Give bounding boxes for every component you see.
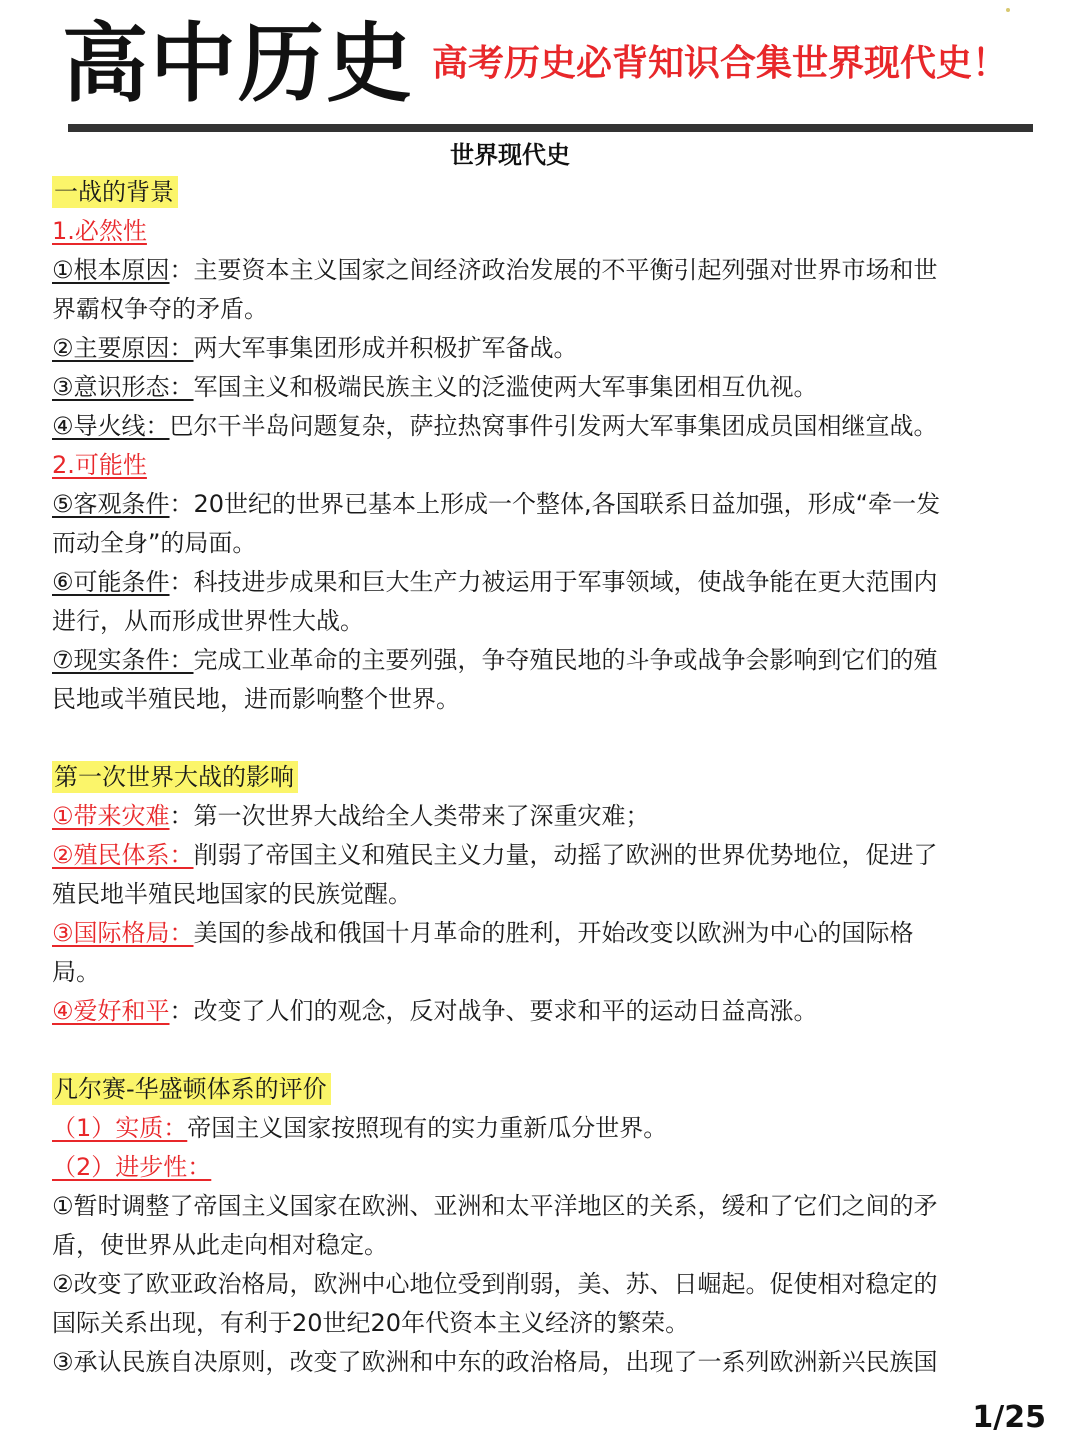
item-text: 削弱了帝国主义和殖民主义力量，动摇了欧洲的世界优势地位，促进了 bbox=[193, 841, 938, 869]
item-text: 20世纪的世界已基本上形成一个整体,各国联系日益加强，形成“牵一发 bbox=[193, 490, 941, 518]
list-item-continuation: 进行，从而形成世界性大战。 bbox=[52, 607, 364, 635]
item-text: 科技进步成果和巨大生产力被运用于军事领域，使战争能在更大范围内 bbox=[193, 568, 938, 596]
item-text: 完成工业革命的主要列强，争夺殖民地的斗争或战争会影响到它们的殖 bbox=[193, 646, 938, 674]
list-item: ⑤客观条件：20世纪的世界已基本上形成一个整体,各国联系日益加强，形成“牵一发 bbox=[52, 490, 941, 518]
item-text: 主要资本主义国家之间经济政治发展的不平衡引起列强对世界市场和世 bbox=[193, 256, 938, 284]
list-item bbox=[52, 368, 1037, 407]
subheading bbox=[52, 1109, 1037, 1148]
list-item-continuation: 局。 bbox=[52, 958, 100, 986]
subheading bbox=[52, 1148, 1037, 1187]
list-item: ②改变了欧亚政治格局，欧洲中心地位受到削弱，美、苏、日崛起。促使相对稳定的 bbox=[52, 1270, 938, 1298]
section-heading bbox=[52, 758, 1037, 797]
list-item bbox=[52, 914, 1037, 953]
item-label: ②殖民体系： bbox=[52, 841, 194, 869]
item-label: ⑥可能条件 bbox=[52, 568, 170, 596]
item-text: 帝国主义国家按照现有的实力重新瓜分世界。 bbox=[187, 1114, 668, 1142]
spacer bbox=[52, 1031, 1037, 1070]
subheading bbox=[52, 212, 1037, 251]
document-body bbox=[52, 173, 1037, 1382]
list-item: ①根本原因：主要资本主义国家之间经济政治发展的不平衡引起列强对世界市场和世 bbox=[52, 256, 938, 284]
list-item bbox=[52, 329, 1037, 368]
list-item-continuation: 殖民地半殖民地国家的民族觉醒。 bbox=[52, 880, 412, 908]
list-item: ①暂时调整了帝国主义国家在欧洲、亚洲和太平洋地区的关系，缓和了它们之间的矛 bbox=[52, 1192, 938, 1220]
item-label: ①带来灾难 bbox=[52, 802, 170, 830]
list-item-continuation: 民地或半殖民地，进而影响整个世界。 bbox=[52, 685, 460, 713]
item-text: 第一次世界大战给全人类带来了深重灾难； bbox=[193, 802, 650, 830]
item-label: ⑤客观条件 bbox=[52, 490, 170, 518]
list-item: ①带来灾难：第一次世界大战给全人类带来了深重灾难； bbox=[52, 802, 650, 830]
item-label: ④爱好和平 bbox=[52, 997, 170, 1025]
item-label: ③意识形态： bbox=[52, 373, 194, 401]
highlighted-heading: 凡尔赛-华盛顿体系的评价 bbox=[52, 1073, 331, 1105]
list-item: ④爱好和平：改变了人们的观念，反对战争、要求和平的运动日益高涨。 bbox=[52, 997, 818, 1025]
subheading-label: 1.必然性 bbox=[52, 217, 147, 245]
item-label: ③国际格局： bbox=[52, 919, 194, 947]
subheading-label: 2.可能性 bbox=[52, 451, 147, 479]
highlighted-heading: 一战的背景 bbox=[52, 176, 178, 208]
list-item: ⑥可能条件：科技进步成果和巨大生产力被运用于军事领域，使战争能在更大范围内 bbox=[52, 568, 938, 596]
header-title: 高中历史 bbox=[62, 14, 414, 114]
header-subtitle: 高考历史必背知识合集世界现代史！ bbox=[432, 43, 1009, 84]
item-text: 军国主义和极端民族主义的泛滥使两大军事集团相互仇视。 bbox=[193, 373, 818, 401]
item-text: 美国的参战和俄国十月革命的胜利，开始改变以欧洲为中心的国际格 bbox=[193, 919, 914, 947]
list-item-continuation: 界霸权争夺的矛盾。 bbox=[52, 295, 268, 323]
subheading-label: （2）进步性： bbox=[52, 1153, 212, 1181]
list-item-continuation: 国际关系出现，有利于20世纪20年代资本主义经济的繁荣。 bbox=[52, 1309, 690, 1337]
header-divider bbox=[68, 124, 1033, 132]
list-item bbox=[52, 407, 1037, 446]
subheading-label: （1）实质： bbox=[52, 1114, 188, 1142]
subheading bbox=[52, 446, 1037, 485]
list-item bbox=[52, 641, 1037, 680]
corner-mark bbox=[1006, 8, 1010, 12]
section-heading bbox=[52, 173, 1037, 212]
highlighted-heading: 第一次世界大战的影响 bbox=[52, 761, 298, 793]
item-label: ②主要原因： bbox=[52, 334, 194, 362]
item-label: ④导火线： bbox=[52, 412, 170, 440]
list-item bbox=[52, 836, 1037, 875]
list-item: ③承认民族自决原则，改变了欧洲和中东的政治格局，出现了一系列欧洲新兴民族国 bbox=[52, 1348, 938, 1376]
page-heading: 世界现代史 bbox=[450, 141, 570, 169]
item-text: 巴尔干半岛问题复杂，萨拉热窝事件引发两大军事集团成员国相继宣战。 bbox=[169, 412, 938, 440]
item-label: ⑦现实条件： bbox=[52, 646, 194, 674]
item-label: ①根本原因 bbox=[52, 256, 170, 284]
page-number: 1/25 bbox=[972, 1400, 1046, 1435]
spacer bbox=[52, 719, 1037, 758]
list-item-continuation: 而动全身”的局面。 bbox=[52, 529, 257, 557]
item-text: 改变了人们的观念，反对战争、要求和平的运动日益高涨。 bbox=[193, 997, 818, 1025]
section-heading bbox=[52, 1070, 1037, 1109]
item-text: 两大军事集团形成并积极扩军备战。 bbox=[193, 334, 578, 362]
list-item-continuation: 盾，使世界从此走向相对稳定。 bbox=[52, 1231, 388, 1259]
